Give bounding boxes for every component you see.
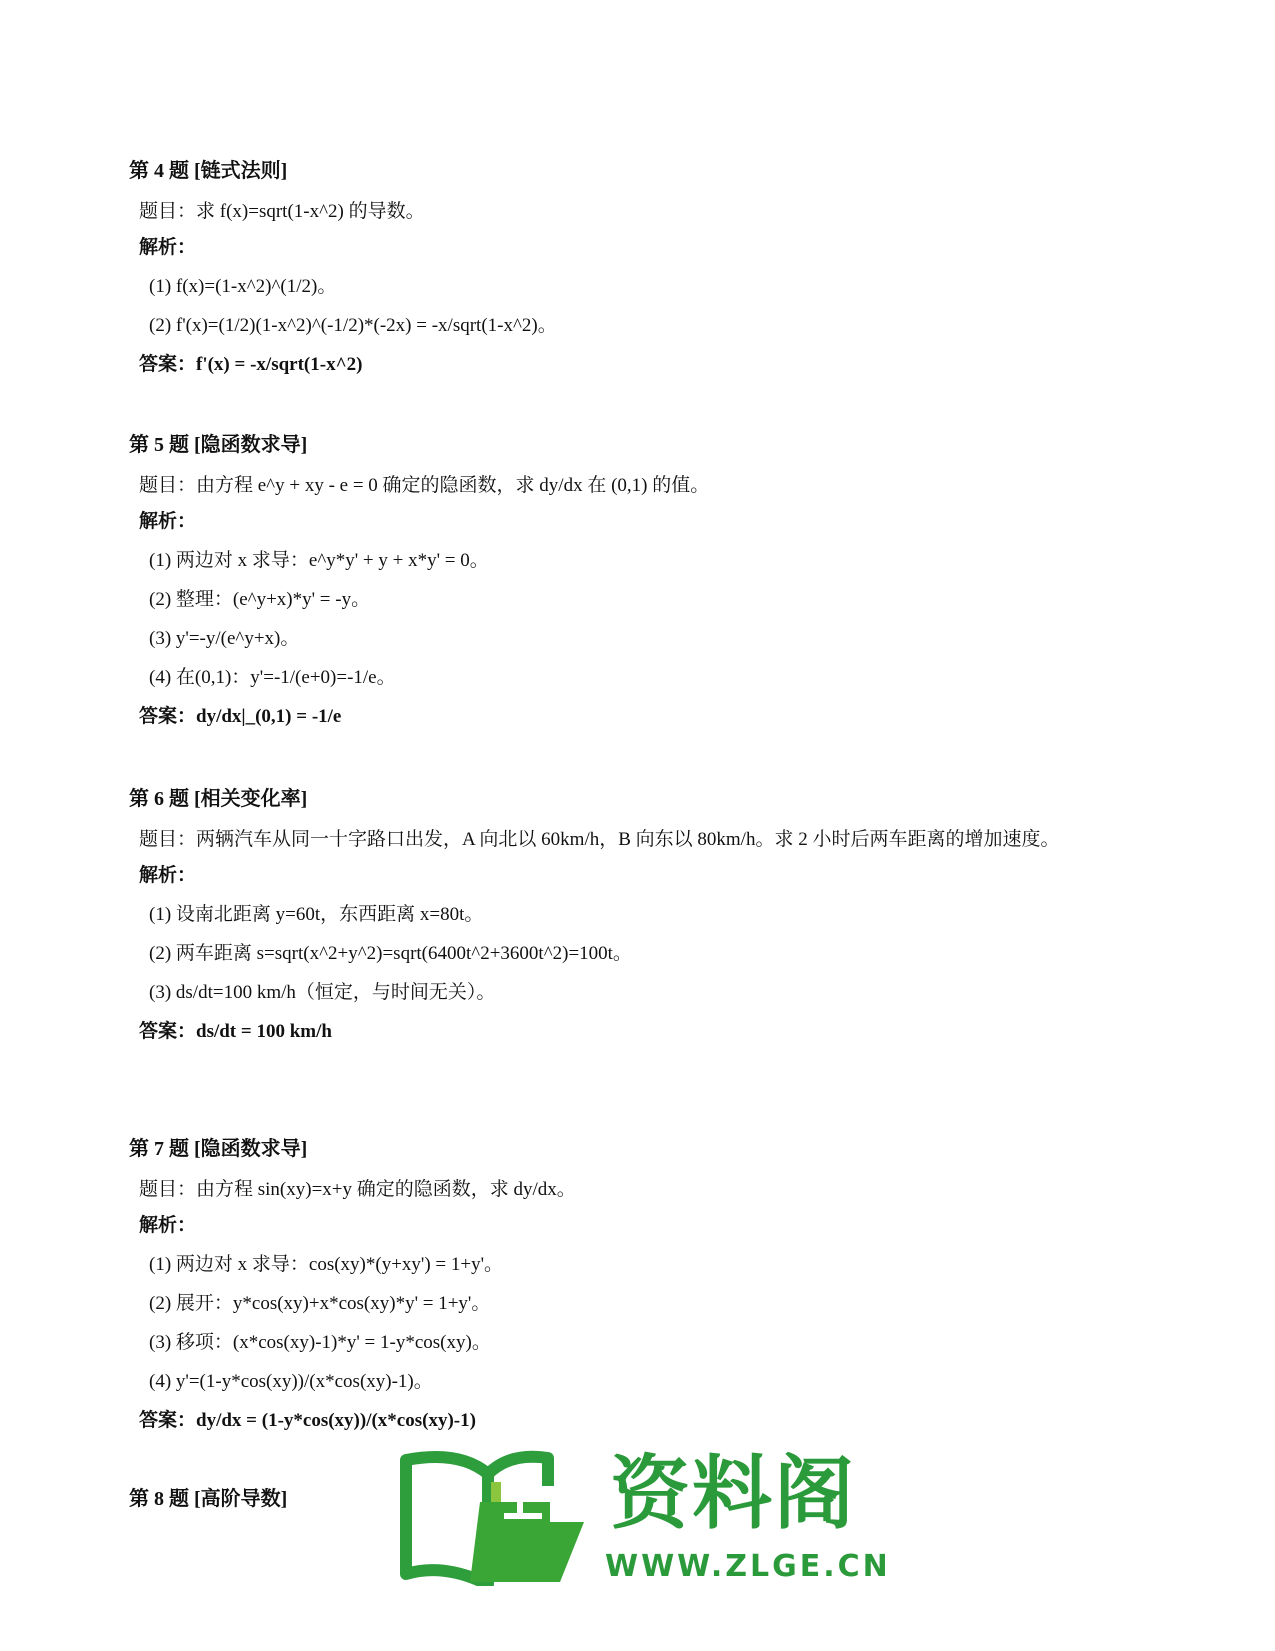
question-problem: 题目：求 f(x)=sqrt(1-x^2) 的导数。	[139, 201, 425, 222]
solution-step: (4) y'=(1-y*cos(xy))/(x*cos(xy)-1)。	[149, 1371, 433, 1392]
question-problem: 题目：由方程 sin(xy)=x+y 确定的隐函数，求 dy/dx。	[139, 1179, 576, 1200]
solution-step: (1) f(x)=(1-x^2)^(1/2)。	[149, 276, 337, 297]
answer-line: 答案：ds/dt = 100 km/h	[139, 1021, 332, 1042]
solution-step: (3) 移项：(x*cos(xy)-1)*y' = 1-y*cos(xy)。	[149, 1332, 491, 1353]
analysis-label: 解析：	[139, 1215, 197, 1236]
answer-line: 答案：dy/dx = (1-y*cos(xy))/(x*cos(xy)-1)	[139, 1410, 476, 1431]
solution-steps	[129, 1252, 1149, 1395]
question-problem: 题目：两辆汽车从同一十字路口出发，A 向北以 60km/h，B 向东以 80km/h。求 2 小时后两车距离的增加速度。	[139, 829, 1060, 850]
answer-line: 答案：dy/dx|_(0,1) = -1/e	[139, 706, 342, 727]
analysis-label: 解析：	[139, 237, 197, 258]
watermark	[400, 1446, 891, 1596]
solution-step: (4) 在(0,1)：y'=-1/(e+0)=-1/e。	[149, 667, 396, 688]
question-title: 第 5 题 [隐函数求导]	[129, 434, 308, 456]
question-5	[129, 432, 1149, 730]
solution-step: (1) 两边对 x 求导：e^y*y' + y + x*y' = 0。	[149, 550, 489, 571]
watermark-brand: 资料阁	[610, 1447, 856, 1540]
solution-step: (1) 两边对 x 求导：cos(xy)*(y+xy') = 1+y'。	[149, 1254, 504, 1275]
solution-step: (2) f'(x)=(1/2)(1-x^2)^(-1/2)*(-2x) = -x/sqrt(1-x^2)。	[149, 315, 557, 336]
solution-steps	[129, 902, 1149, 1006]
answer-line: 答案：f'(x) = -x/sqrt(1-x^2)	[139, 354, 363, 375]
question-title: 第 6 题 [相关变化率]	[129, 788, 308, 810]
solution-step: (3) ds/dt=100 km/h（恒定，与时间无关）。	[149, 982, 496, 1003]
watermark-url: WWW.ZLGE.CN	[605, 1549, 891, 1584]
question-6	[129, 786, 1149, 1045]
analysis-label: 解析：	[139, 865, 197, 886]
question-7	[129, 1136, 1149, 1434]
question-title: 第 8 题 [高阶导数]	[129, 1488, 288, 1510]
question-title: 第 4 题 [链式法则]	[129, 160, 288, 182]
book-folder-icon	[400, 1446, 590, 1586]
question-4	[129, 158, 1149, 378]
solution-step: (2) 两车距离 s=sqrt(x^2+y^2)=sqrt(6400t^2+3600t^2)=100t。	[149, 943, 632, 964]
analysis-label: 解析：	[139, 511, 197, 532]
solution-steps	[129, 274, 1149, 339]
question-title: 第 7 题 [隐函数求导]	[129, 1138, 308, 1160]
solution-steps	[129, 548, 1149, 691]
solution-step: (1) 设南北距离 y=60t，东西距离 x=80t。	[149, 904, 484, 925]
question-problem: 题目：由方程 e^y + xy - e = 0 确定的隐函数，求 dy/dx 在 (0,1) 的值。	[139, 475, 710, 496]
solution-step: (2) 展开：y*cos(xy)+x*cos(xy)*y' = 1+y'。	[149, 1293, 491, 1314]
solution-step: (3) y'=-y/(e^y+x)。	[149, 628, 300, 649]
solution-step: (2) 整理：(e^y+x)*y' = -y。	[149, 589, 371, 610]
